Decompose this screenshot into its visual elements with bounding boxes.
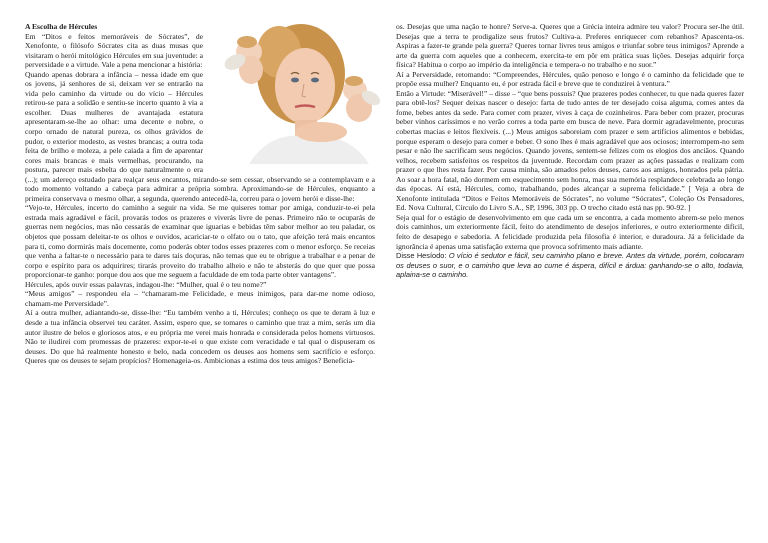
left-column: [25, 22, 375, 366]
paragraph: Quando apenas dobrara a infância – nessa idade em que os jovens, já senhores de si, deixam ver se entrarão na vida pelo caminho da virtude ou do vício – Hércules retirou-se para a solidão e sentiu-se incerto quanto à via a escolher. Duas mulheres de avantajada estatura apresentaram-se-lhe ao olhar: uma decente e nobre, o corpo ornado de natural pureza, os olhos grávidos de pudor, o exterior modesto, as vestes brancas; a outra toda feita de brilho e moleza, a pele caiada a fim de aparentar cores mais brancas e mais vermelhas, procurando, na postura, parecer mais esbelta do que naturalmente o era (...); um adereço estudado para realçar seus encantos, mirando-se sem cessar, observando se a contemplavam e a todo momento voltando a cabeça para admirar a própria sombra. Aproximando-se de Hércules, enquanto a primeira conservava o mesmo olhar, a segunda, querendo antecedê-la, correu para o jovem herói e disse-lhe:: [25, 69, 375, 203]
illustration-woman-with-cherubs: [209, 12, 381, 164]
woman-cherubs-image: [209, 12, 381, 164]
right-column: [396, 22, 744, 280]
quote-label: Disse Hesíodo:: [396, 251, 447, 261]
paragraph: Em “Ditos e feitos memoráveis de Sócrates”, de Xenofonte, o filósofo Sócrates cita as duas musas que visitaram o herói mitológico Hércules em sua juventude: a perversidade e a virtude. Vale a pena mencionar a história:: [25, 31, 203, 70]
paragraph: Aí a Perversidade, retomando: “Compreendes, Hércules, quão penoso e longo é o caminho da felicidade que te propõe essa mulher? Enquanto eu, é por estrada fácil e breve que te conduzirei à ventura.”: [396, 69, 744, 89]
paragraph: Seja qual for o estágio de desenvolvimento em que cada um se encontra, a cada momento abrem-se pelo menos dois caminhos, um exteriormente fácil, feito do atendimento de desejos inferiores, e outro exteriormente difícil, feito de desapego e sabedoria. A felicidade produzida pela filosofia é interior, e duradoura. Já a felicidade da ignorância é apenas uma satisfação externa que provoca sofrimento mais adiante.: [396, 212, 744, 251]
paragraph: os. Desejas que uma nação te honre? Serve-a. Queres que a Grécia inteira admire teu valor? Procura ser-lhe útil. Desejas que a terra te prodigalize seus frutos? Cultiva-a. Preferes enriquecer com rebanhos? Apascenta-os. Aspiras a fazer-te grande pela guerra? Queres tornar livres teus amigos e triunfar sobre teus inimigos? Aprende a arte da guerra com aqueles que a conhecem, exercita-te em pôr em prática suas lições. Desejas adquirir força física? Habitua o corpo ao império da inteligência e tempera-o no trabalho e no suor.”: [396, 22, 744, 70]
paragraph: Hércules, após ouvir essas palavras, indagou-lhe: “Mulher, qual é o teu nome?”: [25, 279, 267, 289]
paragraph: “Meus amigos” – respondeu ela – “chamaram-me Felicidade, e meus inimigos, para dar-me nome odioso, chamam-me Perversidade”.: [25, 289, 375, 308]
quote-text: O vício é sedutor e fácil, seu caminho plano e breve. Antes da virtude, porém, colocaram os deuses o suor, e o caminho que leva ao cume é áspera, difícil e árdua: ganhando-se o alto, todavia, aplaina-se o caminho.: [396, 251, 745, 280]
paragraph: “Vejo-te, Hércules, incerto do caminho a seguir na vida. Se me quiseres tomar por amiga, conduzir-te-ei pela estrada mais agradável e fácil, provarás todos os prazeres e viverás livre de penas. Primeiro não te ocuparás de guerras nem negócios, mas não cessarás de examinar que iguarias e bebidas têm sabor melhor ao teu paladar, os objetos que possam deleitar-te os olhos e ouvidos, acariciar-te o olfato ou o tato, que afeição terá mais encantos para ti, como dormirás mais docemente, como poderás obter todos esses prazeres com o menor esforço. Se receias que venha a faltar-te o necessário para te dares tais doçuras, não temas que eu te obrigue a trabalhar e a penar de corpo e espírito para os adquirires; tirarás proveito do trabalho alheio e não te absterás do que quer que possa proporcionar-te ganho: porque dou aos que me seguem a faculdade de em toda parte obter vantagens”.: [25, 203, 375, 280]
paragraph: Então a Virtude: “Miserável!” – disse – “que bens possuis? Que prazeres podes conhecer, tu que nada queres fazer para obtê-los? Sequer deixas nascer o desejo: farta de tudo antes de ter desejado coisa alguma, comes antes da fome, bebes antes da sede. Para comer com prazer, vives à caça de cozinheiros. Para beber com prazer, procuras beber vinhos caríssimos e no verão corres a toda parte em busca de neve. Para dormir agradavelmente, procuras cobertas macias e leitos flexíveis. (...) Meus amigos saboreiam com prazer e sem artifícios alimentos e bebidas, porque esperam o desejo para comer e beber. O sono lhes é mais agradável que aos ociosos; interrompem-no sem pesar e não lhe sacrificam seus negócios. Quando jovens, sentem-se felizes com os elogios dos anciãos. Quando velhos, recebem satisfeitos os respeitos da juventude. Recordam com prazer as ações passadas e realizam com prazer o que lhes resta fazer. Por causa minha, são amados pelos deuses, caros aos amigos, honrados pela pátria. Ao soar a hora fatal, não dormem em esquecimento sem honra, mas sua memória resplandece celebrada ao longo das épocas. Aí está, Hércules, como, trabalhando, podes alcançar a suprema felicidade.” [ Veja a obra de Xenofonte intitulada “Ditos e Feitos Memoráveis de Sócrates”, no volume “Sócrates”, Coleção Os Pensadores, Ed. Nova Cultural, Círculo do Livro S.A., SP, 1996, 303 pp. O trecho citado está nas pp. 90-92. ]: [396, 88, 744, 213]
hesiod-quote: [396, 251, 744, 280]
article-title: A Escolha de Hércules: [25, 22, 98, 31]
paragraph: Aí a outra mulher, adiantando-se, disse-lhe: “Eu também venho a ti, Hércules; conheço os que te deram à luz e desde a tua infância observei teu caráter. Assim, espero que, se tomares o caminho que traz a mim, serás um dia autor ilustre de belos e gloriosos atos, e eu própria me verei mais honrada e considerada pelos homens virtuosos. Não te iludirei com promessas de prazeres: expor-te-ei o que existe com veracidade e tal qual o dispuseram os deuses. Do que há realmente honesto e belo, nada concedem os deuses aos homens sem sacrifício e esforço. Queres que os deuses te sejam propícios? Homenageia-os. Ambicionas a estima dos teus amigos? Beneficia-: [25, 308, 375, 366]
